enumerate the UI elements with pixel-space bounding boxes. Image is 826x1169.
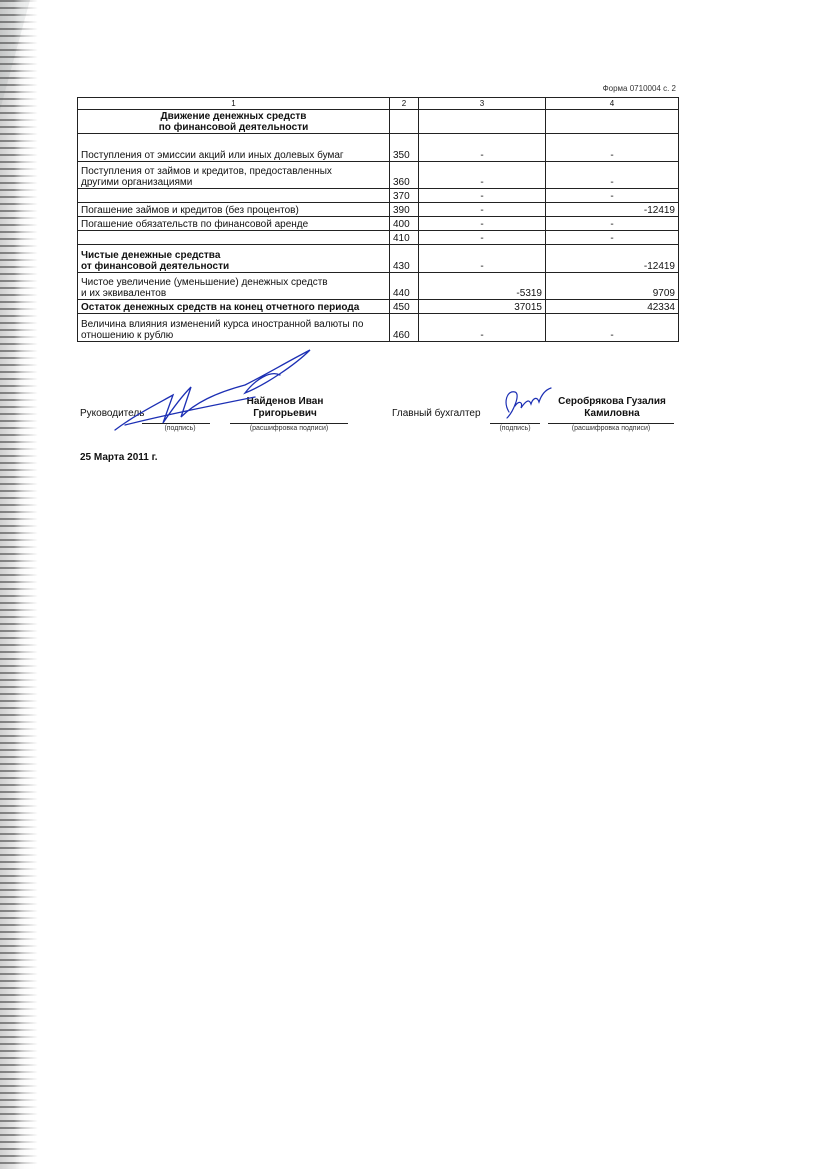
row-value-col4: - [546, 162, 679, 189]
director-decode-caption: (расшифровка подписи) [249, 425, 329, 432]
row-label-line: Поступления от эмиссии акций или иных долевых бумаг [81, 150, 344, 161]
table-row [78, 217, 679, 231]
table-header-row [78, 98, 679, 110]
row-code: 390 [390, 203, 419, 217]
accountant-role-label: Главный бухгалтер [392, 408, 481, 419]
section-title-line: по финансовой деятельности [158, 121, 309, 133]
row-value-col3: 37015 [419, 300, 546, 314]
accountant-sign-caption: (подпись) [499, 425, 531, 432]
row-label-line: и их эквивалентов [81, 288, 167, 299]
row-label [78, 162, 390, 189]
table-row [78, 245, 679, 273]
row-value-col4: - [546, 314, 679, 342]
director-role-label: Руководитель [80, 408, 145, 419]
row-value-col4: 42334 [546, 300, 679, 314]
row-value-col3: - [419, 314, 546, 342]
table-row [78, 189, 679, 203]
row-value-col3: -5319 [419, 273, 546, 300]
row-label [78, 231, 390, 245]
accountant-name-line2: Камиловна [584, 408, 640, 419]
row-value-col3: - [419, 203, 546, 217]
accountant-name [548, 396, 676, 420]
section-title [78, 110, 390, 134]
row-value-col4: 9709 [546, 273, 679, 300]
signature-date: 25 Марта 2011 г. [80, 452, 158, 463]
row-code: 450 [390, 300, 419, 314]
row-value-col4: - [546, 231, 679, 245]
row-value-col4: - [546, 217, 679, 231]
row-value-col3: - [419, 245, 546, 273]
cash-flow-table-body [78, 98, 679, 342]
row-label [78, 245, 390, 273]
row-label-line: Остаток денежных средств на конец отчетного периода [81, 302, 360, 313]
scan-edge-shadow [0, 0, 40, 1169]
row-label-line: Чистое увеличение (уменьшение) денежных средств [81, 277, 328, 288]
table-row [78, 273, 679, 300]
header-col-2: 2 [390, 98, 419, 110]
row-value-col3: - [419, 134, 546, 162]
accountant-decode-caption: (расшифровка подписи) [571, 425, 651, 432]
director-name-line2: Григорьевич [253, 408, 317, 419]
row-label-line: Поступления от займов и кредитов, предоставленных [81, 166, 332, 177]
header-col-3: 3 [419, 98, 546, 110]
row-label-line: Чистые денежные средства [81, 250, 221, 261]
accountant-signature [495, 382, 555, 427]
row-label-line: другими организациями [81, 177, 193, 188]
row-label [78, 134, 390, 162]
row-label-line: Погашение займов и кредитов (без процентов) [81, 205, 299, 216]
section-title-empty-cell [419, 110, 546, 134]
cash-flow-table [77, 97, 679, 342]
row-value-col4: - [546, 189, 679, 203]
table-row [78, 314, 679, 342]
row-label [78, 314, 390, 342]
row-label-line: от финансовой деятельности [81, 261, 230, 272]
row-label-line: Погашение обязательств по финансовой аренде [81, 219, 309, 230]
section-title-line: Движение денежных средств [160, 110, 307, 122]
row-value-col4: -12419 [546, 203, 679, 217]
header-col-4: 4 [546, 98, 679, 110]
row-value-col3: - [419, 217, 546, 231]
section-title-empty-cell [390, 110, 419, 134]
header-col-1: 1 [78, 98, 390, 110]
row-code: 370 [390, 189, 419, 203]
row-value-col4: - [546, 134, 679, 162]
row-value-col3: - [419, 189, 546, 203]
table-row [78, 203, 679, 217]
section-title-row [78, 110, 679, 134]
row-label [78, 189, 390, 203]
section-title-empty-cell [546, 110, 679, 134]
table-row [78, 231, 679, 245]
row-label-line: Величина влияния изменений курса иностранной валюты по [81, 319, 364, 330]
form-code: Форма 0710004 с. 2 [602, 84, 676, 93]
row-value-col3: - [419, 231, 546, 245]
director-signature [95, 345, 325, 445]
row-code: 360 [390, 162, 419, 189]
row-code: 440 [390, 273, 419, 300]
table-row [78, 162, 679, 189]
row-code: 410 [390, 231, 419, 245]
row-code: 430 [390, 245, 419, 273]
row-code: 460 [390, 314, 419, 342]
row-label [78, 273, 390, 300]
accountant-name-line1: Серобрякова Гузалия [558, 396, 666, 407]
row-code: 400 [390, 217, 419, 231]
row-label [78, 300, 390, 314]
director-name-line1: Найденов Иван [246, 396, 324, 407]
row-label-line: отношению к рублю [81, 330, 174, 341]
table-row [78, 300, 679, 314]
director-sign-caption: (подпись) [164, 425, 196, 432]
accountant-decode-line [548, 423, 674, 424]
row-label [78, 217, 390, 231]
row-label [78, 203, 390, 217]
row-value-col4: -12419 [546, 245, 679, 273]
row-value-col3: - [419, 162, 546, 189]
table-row [78, 134, 679, 162]
row-code: 350 [390, 134, 419, 162]
